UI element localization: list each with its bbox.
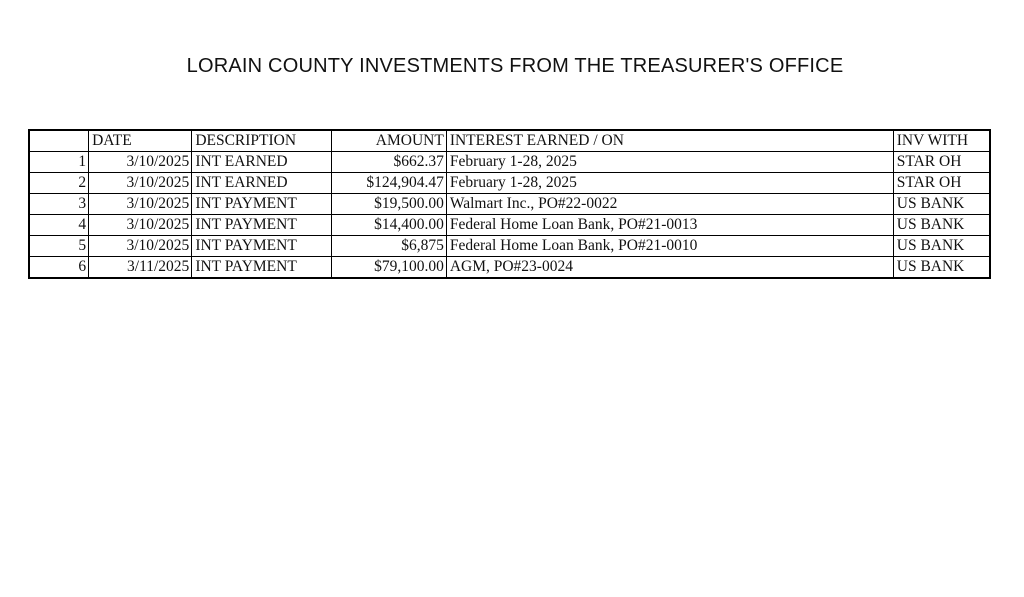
table-row — [29, 257, 990, 279]
header-interest-earned-on: INTEREST EARNED / ON — [446, 130, 893, 152]
row-date: 3/11/2025 — [89, 257, 192, 279]
row-description: INT EARNED — [192, 173, 331, 194]
row-inv-with: US BANK — [893, 236, 990, 257]
row-date: 3/10/2025 — [89, 215, 192, 236]
row-description: INT PAYMENT — [192, 194, 331, 215]
page-title: LORAIN COUNTY INVESTMENTS FROM THE TREASURER'S OFFICE — [186, 55, 844, 77]
row-amount: $14,400.00 — [331, 215, 446, 236]
table-header-row — [29, 130, 990, 152]
row-interest-earned-on: Federal Home Loan Bank, PO#21-0010 — [446, 236, 893, 257]
row-inv-with: US BANK — [893, 257, 990, 279]
row-interest-earned-on: Federal Home Loan Bank, PO#21-0013 — [446, 215, 893, 236]
table-row — [29, 194, 990, 215]
row-inv-with: STAR OH — [893, 152, 990, 173]
row-interest-earned-on: AGM, PO#23-0024 — [446, 257, 893, 279]
table-row — [29, 215, 990, 236]
header-inv-with: INV WITH — [893, 130, 990, 152]
row-amount: $124,904.47 — [331, 173, 446, 194]
row-interest-earned-on: Walmart Inc., PO#22-0022 — [446, 194, 893, 215]
row-date: 3/10/2025 — [89, 152, 192, 173]
row-number: 2 — [29, 173, 89, 194]
row-amount: $79,100.00 — [331, 257, 446, 279]
header-description: DESCRIPTION — [192, 130, 331, 152]
row-description: INT PAYMENT — [192, 236, 331, 257]
row-number: 4 — [29, 215, 89, 236]
row-date: 3/10/2025 — [89, 173, 192, 194]
row-interest-earned-on: February 1-28, 2025 — [446, 152, 893, 173]
table-row — [29, 152, 990, 173]
row-date: 3/10/2025 — [89, 236, 192, 257]
row-number: 6 — [29, 257, 89, 279]
row-amount: $6,875 — [331, 236, 446, 257]
row-date: 3/10/2025 — [89, 194, 192, 215]
row-number: 1 — [29, 152, 89, 173]
row-description: INT EARNED — [192, 152, 331, 173]
row-amount: $662.37 — [331, 152, 446, 173]
table-row — [29, 173, 990, 194]
row-number: 3 — [29, 194, 89, 215]
header-row-number — [29, 130, 89, 152]
row-inv-with: STAR OH — [893, 173, 990, 194]
investments-table — [28, 129, 991, 279]
row-amount: $19,500.00 — [331, 194, 446, 215]
header-date: DATE — [89, 130, 192, 152]
row-description: INT PAYMENT — [192, 215, 331, 236]
row-number: 5 — [29, 236, 89, 257]
row-interest-earned-on: February 1-28, 2025 — [446, 173, 893, 194]
row-inv-with: US BANK — [893, 194, 990, 215]
row-inv-with: US BANK — [893, 215, 990, 236]
table-row — [29, 236, 990, 257]
header-amount: AMOUNT — [331, 130, 446, 152]
row-description: INT PAYMENT — [192, 257, 331, 279]
